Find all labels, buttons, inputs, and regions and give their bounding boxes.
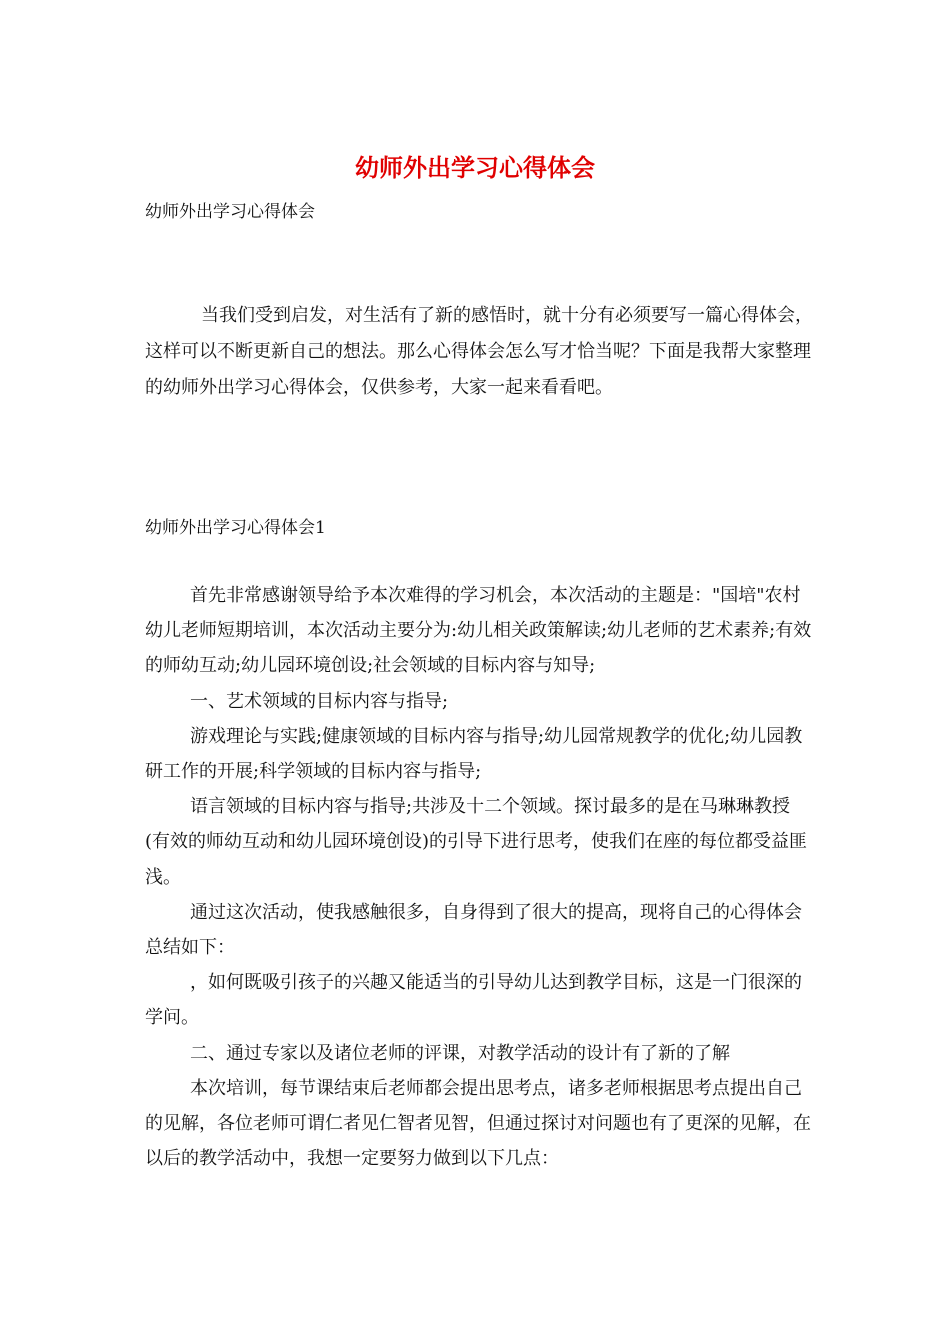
body-paragraph: ，如何既吸引孩子的兴趣又能适当的引导幼儿达到教学目标，这是一门很深的学问。	[145, 972, 802, 1029]
document-title: 幼师外出学习心得体会	[355, 153, 595, 182]
body-paragraph: 通过这次活动，使我感触很多，自身得到了很大的提高，现将自己的心得体会总结如下：	[145, 901, 802, 959]
body-paragraph: 首先非常感谢领导给予本次难得的学习机会，本次活动的主题是："国培"农村幼儿老师短期培训，本次活动主要分为:幼儿相关政策解读;幼儿老师的艺术素养;有效的师幼互动;幼儿园环境创设;社会领域的目标内容与知导;	[145, 585, 812, 677]
intro-paragraph: 当我们受到启发，对生活有了新的感悟时，就十分有必须要写一篇心得体会，这样可以不断更新自己的想法。那么心得体会怎么写才恰当呢？下面是我帮大家整理的幼师外出学习心得体会，仅供参考，大家一起来看看吧。	[145, 305, 813, 398]
body-paragraph: 一、艺术领域的目标内容与指导;	[190, 690, 449, 712]
body-paragraph: 二、通过专家以及诸位老师的评课，对教学活动的设计有了新的了解	[190, 1042, 730, 1064]
document-subtitle: 幼师外出学习心得体会	[145, 202, 315, 222]
body-paragraph: 语言领域的目标内容与指导;共涉及十二个领域。探讨最多的是在马琳琳教授(有效的师幼互动和幼儿园环境创设)的引导下进行思考，使我们在座的每位都受益匪浅。	[145, 796, 808, 888]
body-paragraph: 本次培训，每节课结束后老师都会提出思考点，诸多老师根据思考点提出自己的见解，各位老师可谓仁者见仁智者见智，但通过探讨对问题也有了更深的见解，在以后的教学活动中，我想一定要努力做到以下几点：	[145, 1077, 811, 1170]
section-heading: 幼师外出学习心得体会1	[145, 518, 326, 538]
body-paragraph: 游戏理论与实践;健康领域的目标内容与指导;幼儿园常规教学的优化;幼儿园教研工作的开展;科学领域的目标内容与指导;	[145, 725, 803, 783]
section-body	[145, 578, 815, 1176]
